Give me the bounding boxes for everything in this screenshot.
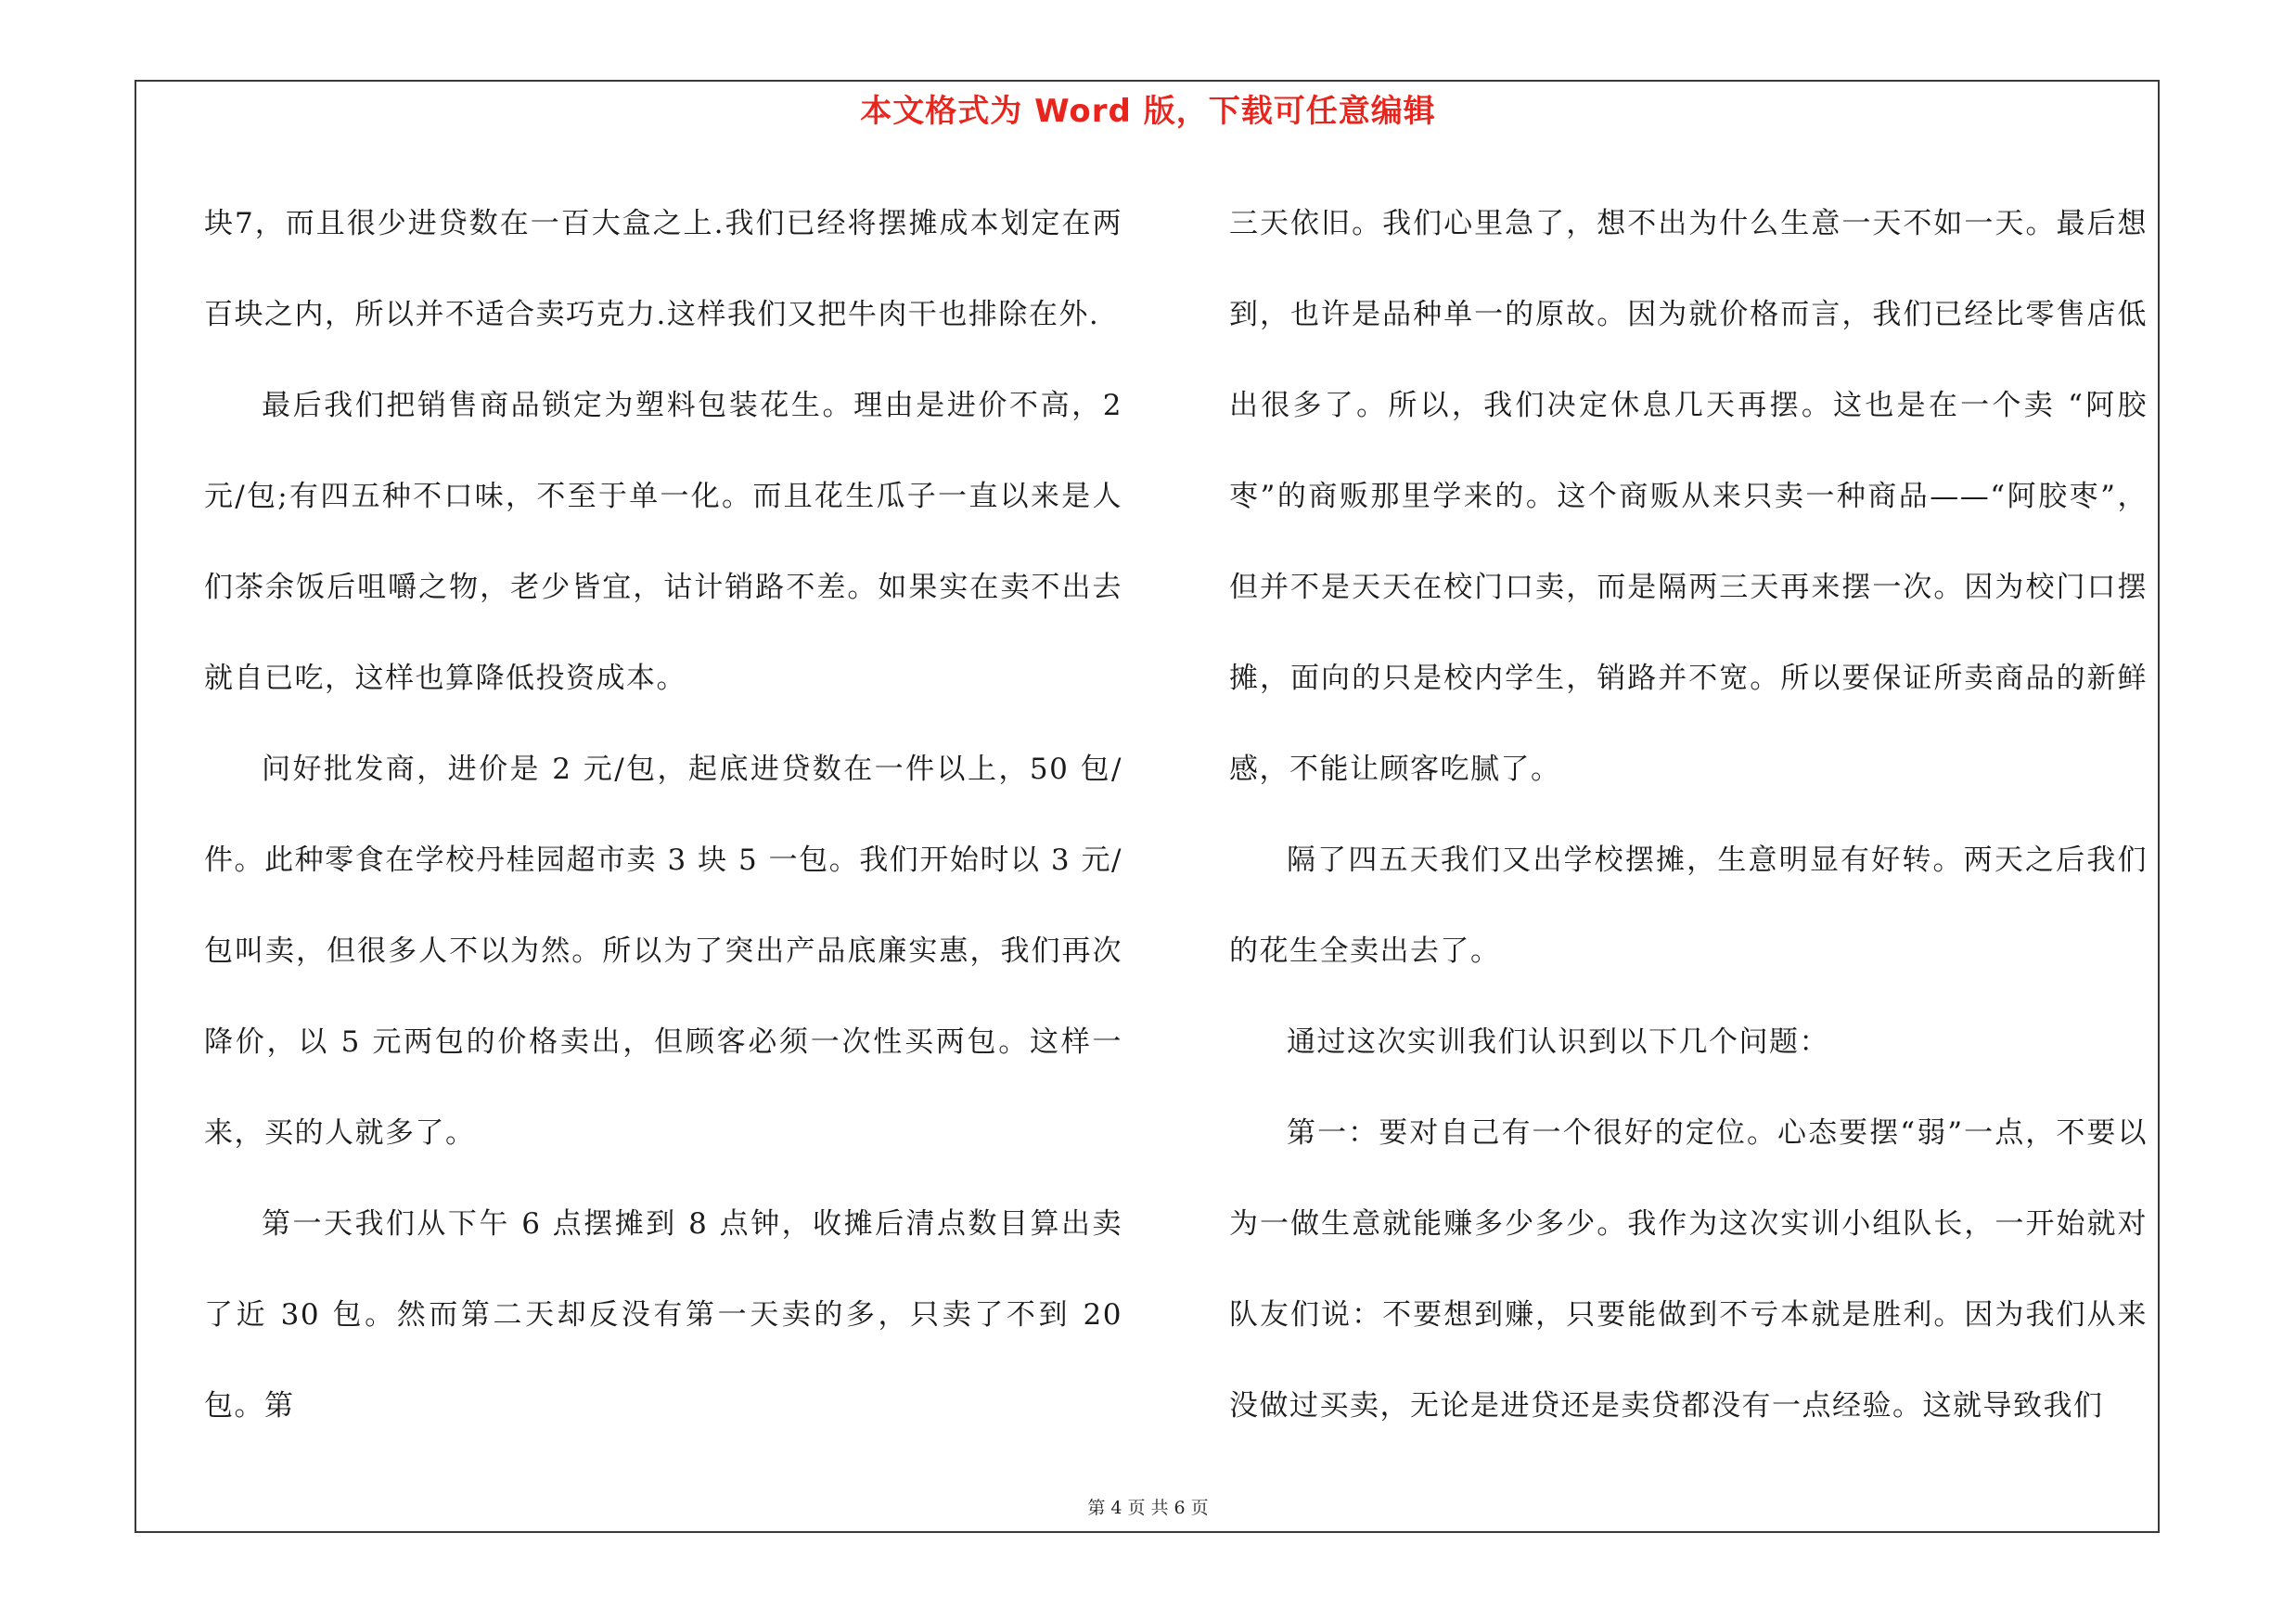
left-text-column [204, 178, 1122, 1451]
paragraph-wholesale-price: 问好批发商，进价是 2 元/包，起底进贷数在一件以上，50 包/件。此种零食在学校丹桂园超市卖 3 块 5 一包。我们开始时以 3 元/包叫卖，但很多人不以为然。所以为了突出产品底廉实惠，我们再次降价，以 5 元两包的价格卖出，但顾客必须一次性买两包。这样一来，买的人就多了。 [204, 753, 1122, 1150]
paragraph-lesson-one: 第一：要对自己有一个很好的定位。心态要摆“弱”一点，不要以为一做生意就能赚多少多少。我作为这次实训小组队长，一开始就对队友们说：不要想到赚，只要能做到不亏本就是胜利。因为我们从来没做过买卖，无论是进贷还是卖贷都没有一点经验。这就导致我们 [1229, 1116, 2148, 1423]
paragraph-product-choice: 最后我们把销售商品锁定为塑料包装花生。理由是进价不高，2元/包;有四五种不口味，不至于单一化。而且花生瓜子一直以来是人们茶余饭后咀嚼之物，老少皆宜，诂计销路不差。如果实在卖不出去就自已吃，这样也算降低投资成本。 [204, 389, 1122, 695]
paragraph-lessons-intro: 通过这次实训我们认识到以下几个问题： [1287, 1025, 1829, 1059]
page-number: 第 4 页 共 6 页 [1087, 1498, 1209, 1518]
paragraph-first-day-sales: 第一天我们从下午 6 点摆摊到 8 点钟，收摊后清点数目算出卖了近 30 包。然而第二天却反没有第一天卖的多，只卖了不到 20 包。第 [204, 1207, 1122, 1423]
paragraph-continuation: 块7，而且很少进贷数在一百大盒之上.我们已经将摆摊成本划定在两百块之内，所以并不适合卖巧克力.这样我们又把牛肉干也排除在外. [204, 207, 1122, 331]
right-text-column [1229, 178, 2148, 1451]
paragraph-third-day: 三天依旧。我们心里急了，想不出为什么生意一天不如一天。最后想到，也许是品种单一的原故。因为就价格而言，我们已经比零售店低出很多了。所以，我们决定休息几天再摆。这也是在一个卖 “阿胶枣”的商贩那里学来的。这个商贩从来只卖一种商品——“阿胶枣”，但并不是天天在校门口卖，而是隔两三天再来摆一次。因为校门口摆摊，面向的只是校内学生，销路并不宽。所以要保证所卖商品的新鲜感，不能让顾客吃腻了。 [1229, 207, 2148, 786]
word-format-banner: 本文格式为 Word 版，下载可任意编辑 [860, 93, 1436, 130]
paragraph-sales-improve: 隔了四五天我们又出学校摆摊，生意明显有好转。两天之后我们的花生全卖出去了。 [1229, 844, 2148, 968]
